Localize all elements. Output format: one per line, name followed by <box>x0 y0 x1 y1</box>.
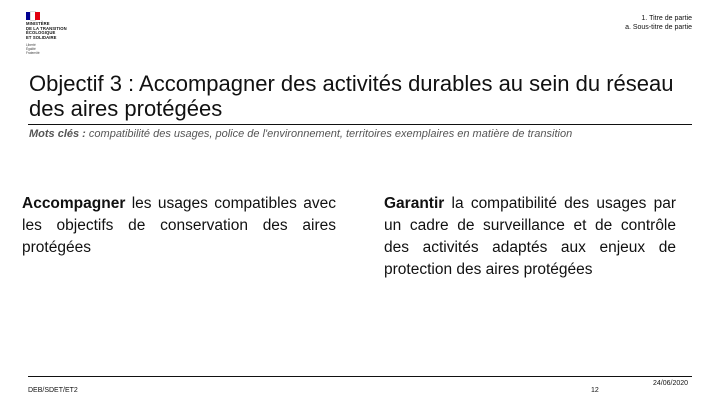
motto-line: Fraternité <box>26 50 40 55</box>
ministry-line: DE LA TRANSITION <box>26 25 67 31</box>
section-header <box>625 14 692 32</box>
right-column-keyword: Garantir <box>384 195 445 212</box>
part-title: 1. Titre de partie <box>641 15 692 22</box>
footer-divider <box>28 376 692 377</box>
footer-date: 24/06/2020 <box>653 380 689 387</box>
subpart-title: a. Sous-titre de partie <box>625 24 692 31</box>
footer-service: DEB/SDET/ET2 <box>28 387 78 394</box>
right-column-text: la compatibilité des usages par un cadre de surveillance et de contrôle des activités adaptés aux enjeux de protection des aires protégées <box>384 195 676 278</box>
french-flag-icon <box>26 12 40 20</box>
ministry-line: MINISTÈRE <box>26 21 50 26</box>
title-divider <box>28 124 692 125</box>
right-column <box>384 193 676 281</box>
keywords-label: Mots clés : <box>29 128 86 140</box>
page-number: 12 <box>591 387 599 394</box>
ministry-name <box>26 22 86 40</box>
republic-motto <box>26 44 86 55</box>
ministry-line: ET SOLIDAIRE <box>26 34 57 40</box>
flag-red <box>35 12 40 20</box>
keywords-text: compatibilité des usages, police de l'environnement, territoires exemplaires en matière de transition <box>85 128 573 140</box>
motto-line: Liberté <box>26 43 36 48</box>
motto-line: Égalité <box>26 47 36 52</box>
ministry-logo <box>26 12 86 56</box>
left-column-keyword: Accompagner <box>22 195 126 212</box>
ministry-line: ÉCOLOGIQUE <box>26 30 56 36</box>
slide-title: Objectif 3 : Accompagner des activités durables au sein du réseau des aires protégées <box>29 71 674 121</box>
left-column <box>22 193 336 259</box>
left-column-text: les usages compatibles avec les objectifs de conservation des aires protégées <box>22 195 336 256</box>
keywords <box>29 128 572 140</box>
